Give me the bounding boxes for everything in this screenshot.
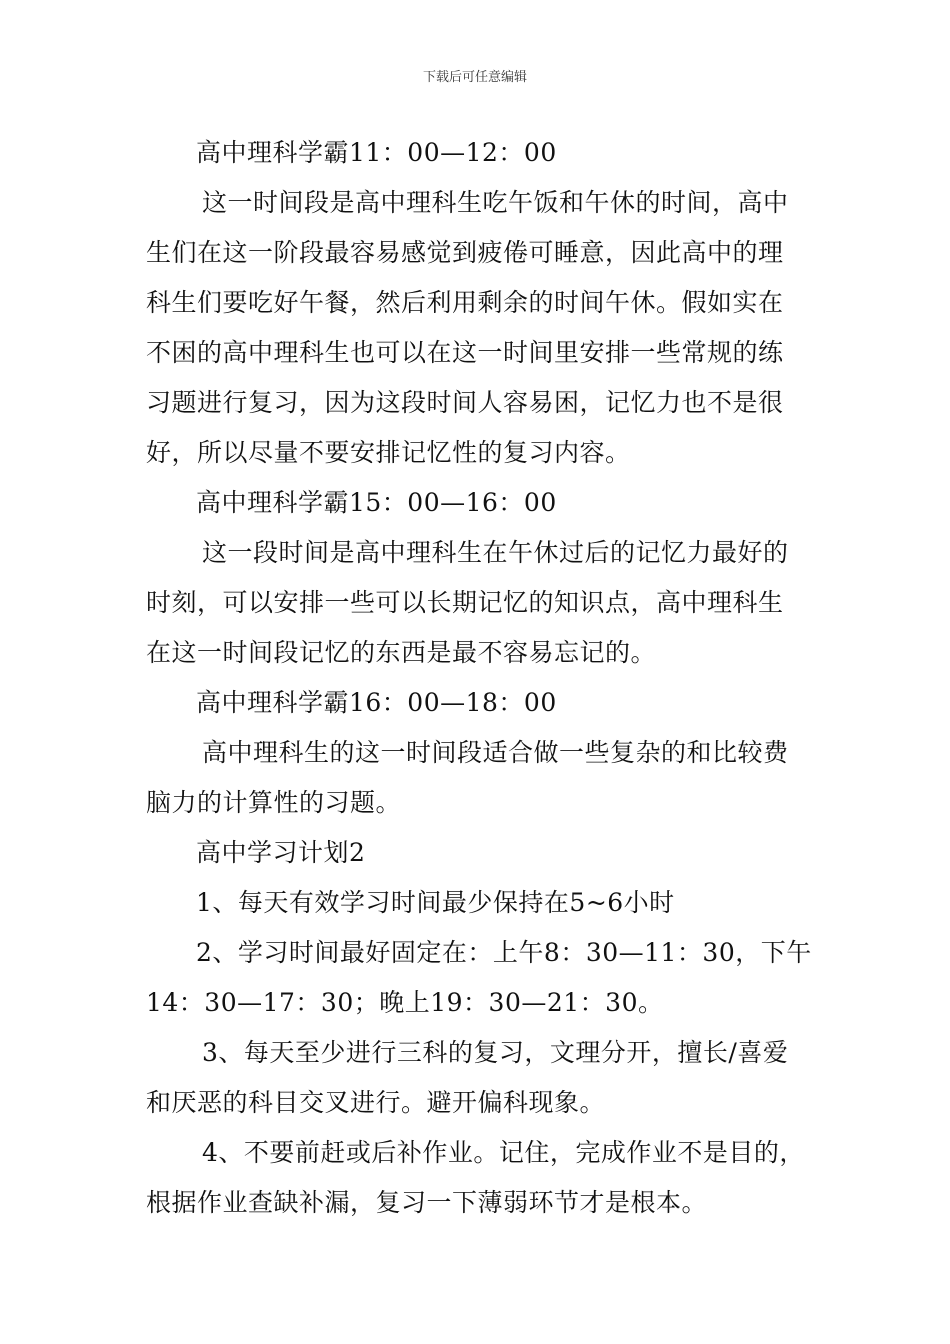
paragraph-line: 不困的高中理科生也可以在这一时间里安排一些常规的练: [146, 338, 784, 367]
paragraph-line: 生们在这一阶段最容易感觉到疲倦可睡意，因此高中的理: [146, 238, 784, 267]
section-heading: 高中理科学霸16：00—18：00: [196, 688, 557, 717]
list-item: 2、学习时间最好固定在：上午8：30—11：30，下午: [196, 938, 812, 967]
document-body: [146, 128, 812, 1228]
paragraph-line: 科生们要吃好午餐，然后利用剩余的时间午休。假如实在: [146, 288, 784, 317]
paragraph-line: 这一时间段是高中理科生吃午饭和午休的时间，高中: [202, 188, 789, 217]
paragraph-line: 根据作业查缺补漏，复习一下薄弱环节才是根本。: [146, 1188, 708, 1217]
section-heading: 高中理科学霸15：00—16：00: [196, 488, 557, 517]
list-item: 1、每天有效学习时间最少保持在5~6小时: [196, 888, 675, 917]
paragraph-line: 和厌恶的科目交叉进行。避开偏科现象。: [146, 1088, 606, 1117]
section-heading: 高中学习计划2: [196, 838, 366, 867]
paragraph-line: 在这一时间段记忆的东西是最不容易忘记的。: [146, 638, 657, 667]
paragraph-line: 这一段时间是高中理科生在午休过后的记忆力最好的: [202, 538, 789, 567]
paragraph-line: 14：30—17：30；晚上19：30—21：30。: [146, 988, 664, 1017]
page-header-note: 下载后可任意编辑: [422, 70, 527, 85]
paragraph-line: 习题进行复习，因为这段时间人容易困，记忆力也不是很: [146, 388, 784, 417]
list-item: 4、不要前赶或后补作业。记住，完成作业不是目的，: [202, 1138, 805, 1167]
list-item: 3、每天至少进行三科的复习，文理分开，擅长/喜爱: [202, 1038, 789, 1067]
paragraph-line: 时刻，可以安排一些可以长期记忆的知识点，高中理科生: [146, 588, 784, 617]
section-heading: 高中理科学霸11：00—12：00: [196, 138, 557, 167]
paragraph-line: 好，所以尽量不要安排记忆性的复习内容。: [146, 438, 631, 467]
paragraph-line: 脑力的计算性的习题。: [146, 788, 402, 817]
paragraph-line: 高中理科生的这一时间段适合做一些复杂的和比较费: [202, 738, 789, 767]
